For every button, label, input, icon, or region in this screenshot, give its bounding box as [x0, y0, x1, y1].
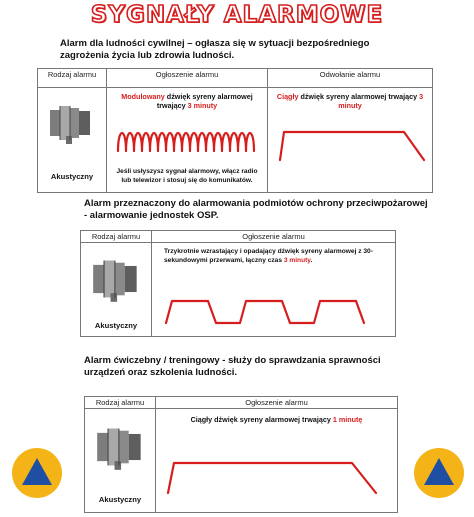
page-title: SYGNAŁY ALARMOWE	[90, 2, 384, 28]
section1-cancel-red: Ciągły	[276, 92, 299, 101]
section2-announce-cell	[152, 243, 396, 337]
section2-table	[80, 230, 396, 337]
section1-type-cell	[38, 88, 107, 193]
civil-defense-icon	[414, 448, 464, 498]
continuous-wave-icon	[158, 453, 394, 499]
section3-intro-line1: Alarm ćwiczebny / treningowy - służy do sprawdzania sprawności	[84, 355, 381, 366]
triple-rise-fall-wave-icon	[158, 283, 388, 329]
section1-intro	[60, 38, 440, 62]
section1-announce-desc	[107, 88, 267, 110]
section3-table	[84, 396, 398, 513]
section1-col-cancel: Odwołanie alarmu	[268, 69, 433, 88]
section2-type-label: Akustyczny	[94, 321, 138, 330]
section3-type-cell	[85, 409, 156, 513]
siren-icon	[95, 423, 145, 471]
section3-type-label: Akustyczny	[98, 495, 142, 504]
section2-intro-line2: - alarmowanie jednostek OSP.	[84, 210, 219, 221]
section1-announce-text: dźwięk syreny alarmowej trwający	[156, 92, 253, 110]
section2-announce-duration: 3 minuty	[283, 256, 311, 264]
section3-announce-desc	[156, 409, 397, 424]
section1-announce-note: Jeśli usłyszysz sygnał alarmowy, włącz radio lub telewizor i stosuj się do komunikatów.	[116, 168, 258, 184]
section1-intro-line2: zagrożenia życia lub zdrowia ludności.	[60, 50, 235, 61]
section2-intro	[84, 198, 444, 222]
section3-col-type: Rodzaj alarmu	[85, 397, 156, 409]
siren-icon	[48, 102, 94, 144]
section2-col-announce: Ogłoszenie alarmu	[152, 231, 396, 243]
section1-intro-line1: Alarm dla ludności cywilnej – ogłasza się w sytuacji bezpośredniego	[60, 38, 370, 49]
section3-col-announce: Ogłoszenie alarmu	[156, 397, 398, 409]
section3-announce-cell	[156, 409, 398, 513]
section1-type-label: Akustyczny	[50, 172, 94, 181]
section2-announce-text: Trzykrotnie wzrastający i opadający dźwięk syreny alarmowej z 30-sekundowymi przerwami, łączny czas	[164, 248, 373, 264]
siren-icon	[91, 255, 141, 303]
section2-col-type: Rodzaj alarmu	[81, 231, 152, 243]
civil-defense-icon	[12, 448, 62, 498]
section1-announce-cell	[107, 88, 268, 193]
section1-cancel-cell	[268, 88, 433, 193]
section3-announce-text: Ciągły dźwięk syreny alarmowej trwający	[190, 415, 333, 424]
section2-intro-line1: Alarm przeznaczony do alarmowania podmiotów ochrony przeciwpożarowej	[84, 198, 428, 209]
section2-type-cell	[81, 243, 152, 337]
civil-defense-triangle-icon	[12, 448, 62, 498]
section1-col-type: Rodzaj alarmu	[38, 69, 107, 88]
civil-defense-triangle-icon	[414, 448, 464, 498]
section1-announce-red: Modulowany	[121, 92, 165, 101]
section1-col-announce: Ogłoszenie alarmu	[107, 69, 268, 88]
section2-announce-end: .	[310, 256, 313, 264]
section3-intro	[84, 355, 444, 379]
section3-announce-duration: 1 minutę	[332, 415, 363, 424]
section3-intro-line2: urządzeń oraz szkolenia ludności.	[84, 367, 238, 378]
section1-cancel-duration: 3 minuty	[338, 92, 424, 110]
modulated-wave-icon	[112, 121, 262, 155]
section1-cancel-desc	[268, 88, 432, 110]
section1-table	[37, 68, 433, 193]
section1-cancel-text: dźwięk syreny alarmowej trwający	[298, 92, 420, 101]
section1-announce-duration: 3 minuty	[187, 101, 218, 110]
continuous-wave-icon	[274, 124, 434, 164]
section2-announce-desc	[152, 243, 395, 265]
